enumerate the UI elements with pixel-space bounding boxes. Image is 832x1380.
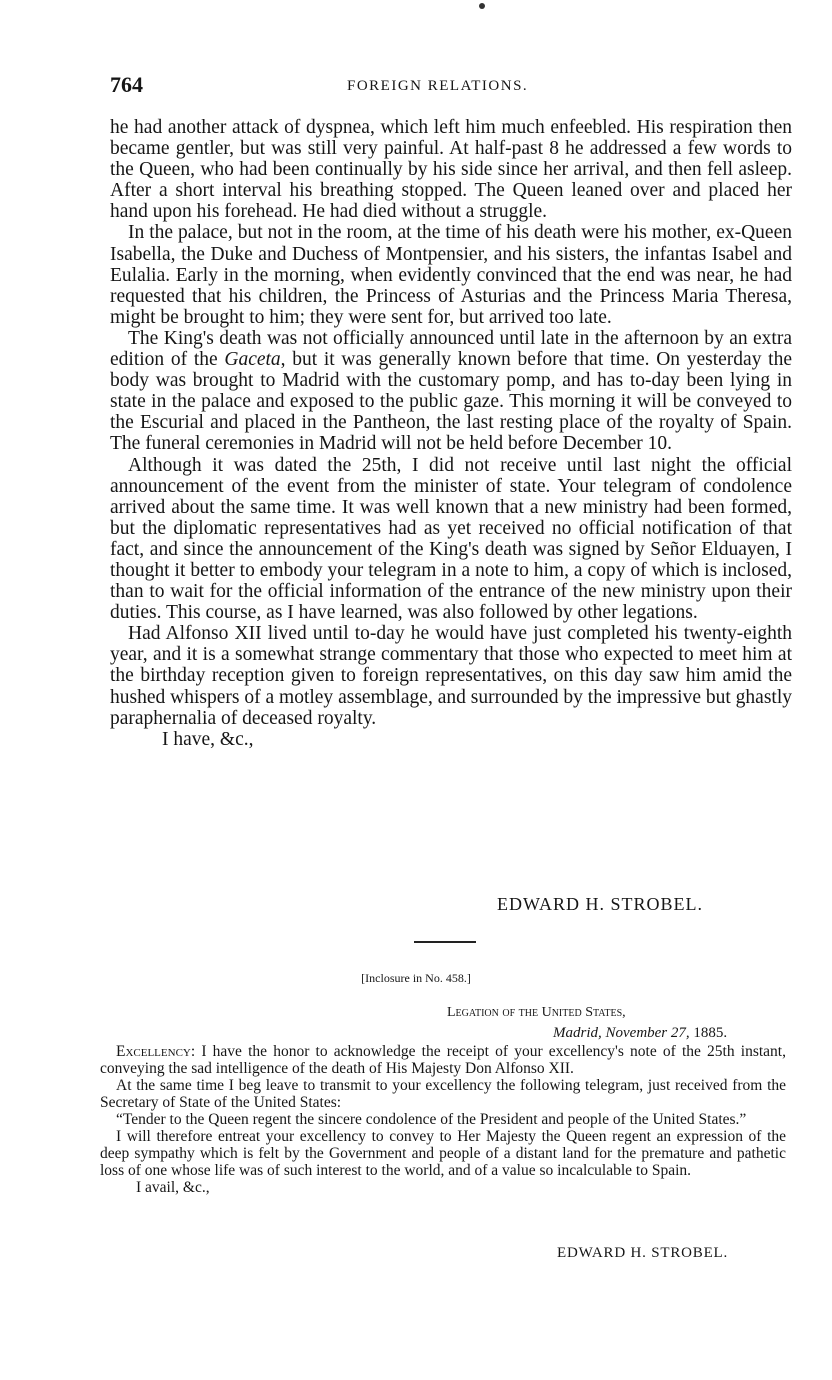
telegram-quote: “Tender to the Queen regent the sincere condolence of the President and people of the United States.” — [116, 1111, 747, 1128]
inclosure-paragraph-2: At the same time I beg leave to transmit to your excellency the following telegram, just received from the Secretary of State of the United States: — [100, 1077, 786, 1111]
paragraph-5: Had Alfonso XII lived until to-day he would have just completed his twenty-eighth year, and it is a somewhat strange commentary that those who expected to meet him at the birthday reception given to foreign representatives, on this day saw him amid the hushed whispers of a motley assemblage, and surrounded by the impressive but ghastly paraphernalia of deceased royalty. — [110, 623, 792, 729]
closing-line: I have, &c., — [162, 728, 254, 750]
inclosure-letter — [100, 1043, 786, 1196]
inclosure-paragraph-1 — [100, 1043, 786, 1077]
inclosure-paragraph-4: I will therefore entreat your excellency to convey to Her Majesty the Queen regent an expression of the deep sympathy which is felt by the Government and people of a distant land for the premature and pathetic loss of one whose life was of such interest to the world, and of a value so incalculable to Spain. — [100, 1128, 786, 1179]
running-head: FOREIGN RELATIONS. — [347, 78, 529, 94]
page-number: 764 — [110, 72, 143, 97]
salutation: Excellency: — [116, 1043, 196, 1060]
paragraph-3 — [110, 328, 792, 455]
gaceta-title: Gaceta — [224, 349, 281, 371]
inclosure-heading: [Inclosure in No. 458.] — [361, 971, 471, 985]
paragraph-3-end: , but it was generally known before that time. On yesterday the body was brought to Madrid with the customary pomp, and has to-day been lying in state in the palace and exposed to the public gaze. This morning it will be conveyed to the Escurial and placed in the Pantheon, the last resting place of the royalty of Spain. The funeral ceremonies in Madrid will not be held before December 10. — [110, 349, 792, 455]
date-place: Madrid, November 27, — [553, 1025, 690, 1041]
paragraph-3-start: The King's death was not officially announced until late in the afternoon by an extra edition of the — [110, 327, 792, 371]
paragraph-2: In the palace, but not in the room, at the time of his death were his mother, ex-Queen Isabella, the Duke and Duchess of Montpensier, and his sisters, the infantas Isabel and Eulalia. Early in the morning, when evidently convinced that the end was near, he had requested that his children, the Princess of Asturias and the Princess Maria Theresa, might be brought to him; they were sent for, but arrived too late. — [110, 222, 792, 328]
paragraph-4: Although it was dated the 25th, I did not receive until last night the official announcement of the event from the minister of state. Your telegram of condolence arrived about the same time. It was well known that a new ministry had been formed, but the diplomatic representatives had as yet received no official notification of that fact, and since the announcement of the King's death was signed by Señor Elduayen, I thought it better to embody your telegram in a note to him, a copy of which is inclosed, than to wait for the official information of the entrance of the new ministry upon their duties. This course, as I have learned, was also followed by other legations. — [110, 454, 792, 624]
date-year: 1885. — [689, 1025, 728, 1041]
date-line — [553, 1025, 727, 1042]
inclosure-closing: I avail, &c., — [136, 1179, 210, 1196]
section-divider — [414, 941, 476, 943]
legation-line: Legation of the United States, — [447, 1005, 626, 1020]
inclosure-signature: EDWARD H. STROBEL. — [557, 1245, 729, 1261]
paragraph-1: he had another attack of dyspnea, which left him much enfeebled. His respiration then became gentler, but was still very painful. At half-past 8 he addressed a few words to the Queen, who had been continually by his side since her arrival, and then fell asleep. After a short interval his breathing stopped. The Queen leaned over and placed her hand upon his forehead. He had died without a struggle. — [110, 117, 792, 223]
signature: EDWARD H. STROBEL. — [497, 894, 703, 914]
inclosure-paragraph-1-text: I have the honor to acknowledge the receipt of your excellency's note of the 25th instant, conveying the sad intelligence of the death of His Majesty Don Alfonso XII. — [100, 1043, 786, 1077]
letter-body — [110, 117, 792, 750]
page-mark — [479, 3, 485, 9]
page-header — [110, 72, 790, 106]
